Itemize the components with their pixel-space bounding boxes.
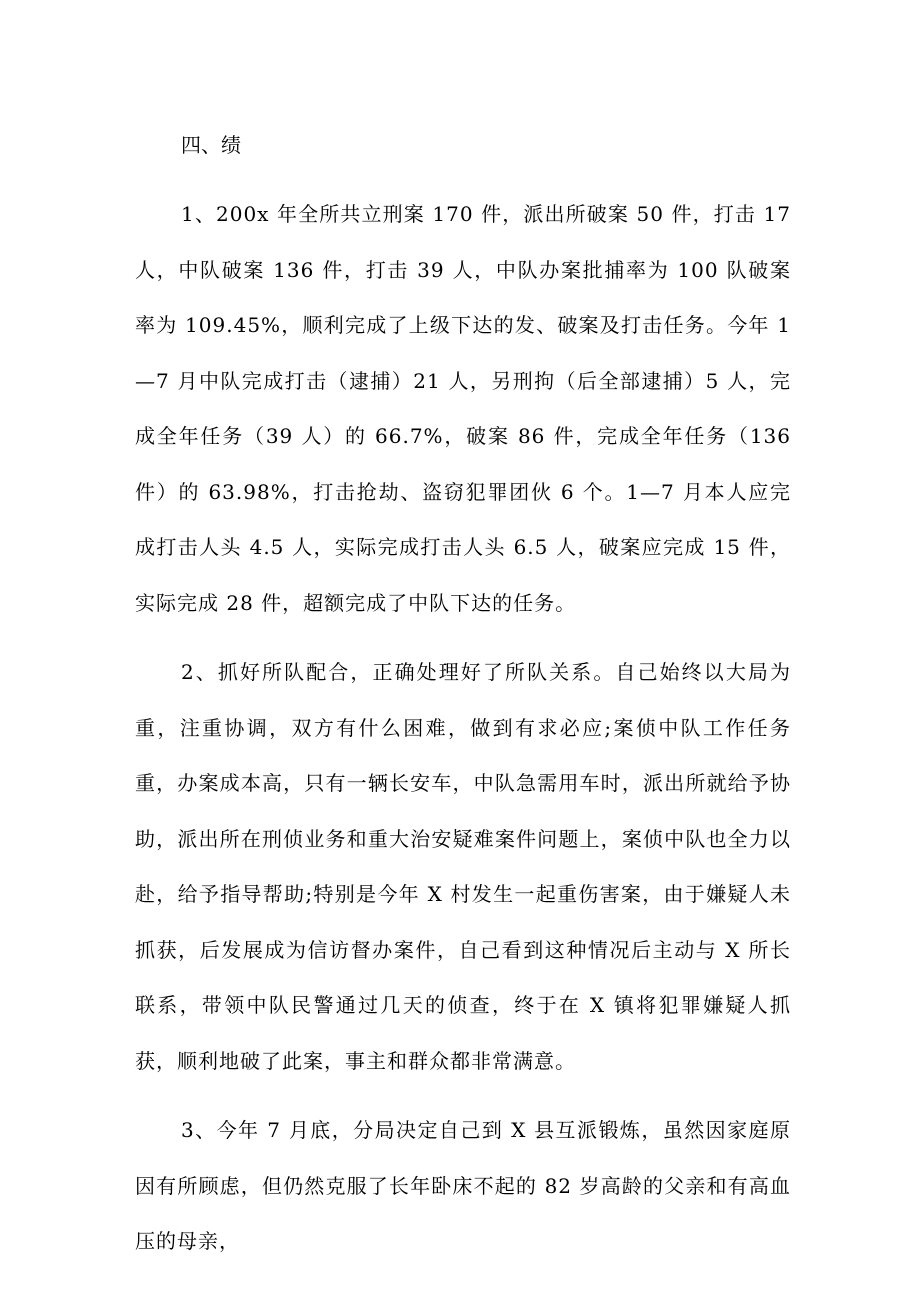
paragraph: 2、抓好所队配合，正确处理好了所队关系。自己始终以大局为重，注重协调，双方有什么困难，做到有求必应;案侦中队工作任务重，办案成本高，只有一辆长安车，中队急需用车时，派出所就给予协助，派出所在刑侦业务和重大治安疑难案件问题上，案侦中队也全力以赴，给予指导帮助;特别是今年 X 村发生一起重伤害案，由于嫌疑人未抓获，后发展成为信访督办案件，自己看到这种情况后主动与 X 所长联系，带领中队民警通过几天的侦查，终于在 X 镇将犯罪嫌疑人抓获，顺利地破了此案，事主和群众都非常满意。 (135, 660, 791, 1073)
paragraph: 1、200x 年全所共立刑案 170 件，派出所破案 50 件，打击 17 人，中队破案 136 件，打击 39 人，中队办案批捕率为 100 队破案率为 109.45%，顺利完成了上级下达的发、破案及打击任务。今年 1—7 月中队完成打击（逮捕）21 人，另刑拘（后全部逮捕）5 人，完成全年任务（39 人）的 66.7%，破案 86 件，完成全年任务（136 件）的 63.98%，打击抢劫、盗窃犯罪团伙 6 个。1—7 月本人应完成打击人头 4.5 人，实际完成打击人头 6.5 人，破案应完成 15 件，实际完成 28 件，超额完成了中队下达的任务。 (135, 202, 791, 615)
document-page (135, 118, 791, 1270)
paragraph: 3、今年 7 月底，分局决定自己到 X 县互派锻炼，虽然因家庭原因有所顾虑，但仍然克服了长年卧床不起的 82 岁高龄的父亲和有高血压的母亲， (135, 1118, 791, 1253)
section-heading: 四、绩 (181, 133, 241, 157)
